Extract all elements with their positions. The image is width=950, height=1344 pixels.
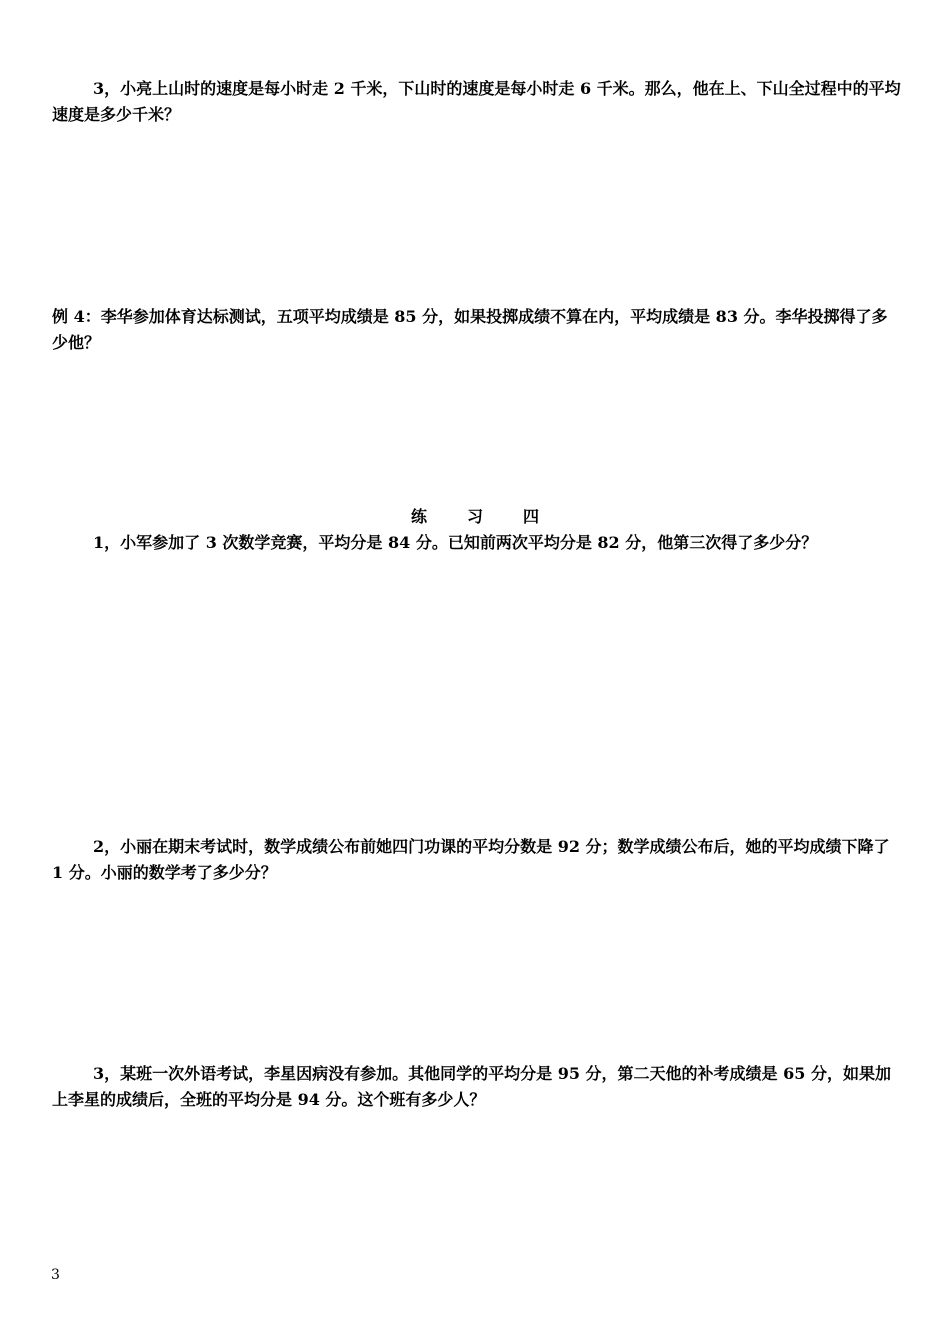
page-number: 3: [51, 1267, 60, 1283]
problem-3-speed: 3，小亮上山时的速度是每小时走 2 千米，下山时的速度是每小时走 6 千米。那么，他在上、下山全过程中的平均速度是多少千米？: [52, 79, 901, 124]
exercise-title: 练习四: [410, 507, 579, 526]
exercise-item-1: 1，小军参加了 3 次数学竞赛，平均分是 84 分。已知前两次平均分是 82 分，他第三次得了多少分？: [93, 533, 818, 552]
exercise-item-2: 2，小丽在期末考试时，数学成绩公布前她四门功课的平均分数是 92 分；数学成绩公布后，她的平均成绩下降了 1 分。小丽的数学考了多少分？: [52, 837, 890, 882]
example-4: 例 4：李华参加体育达标测试，五项平均成绩是 85 分，如果投掷成绩不算在内，平均成绩是 83 分。李华投掷得了多少他？: [52, 307, 888, 352]
exercise-item-3: 3，某班一次外语考试，李星因病没有参加。其他同学的平均分是 95 分，第二天他的补考成绩是 65 分，如果加上李星的成绩后，全班的平均分是 94 分。这个班有多少人？: [52, 1064, 891, 1109]
